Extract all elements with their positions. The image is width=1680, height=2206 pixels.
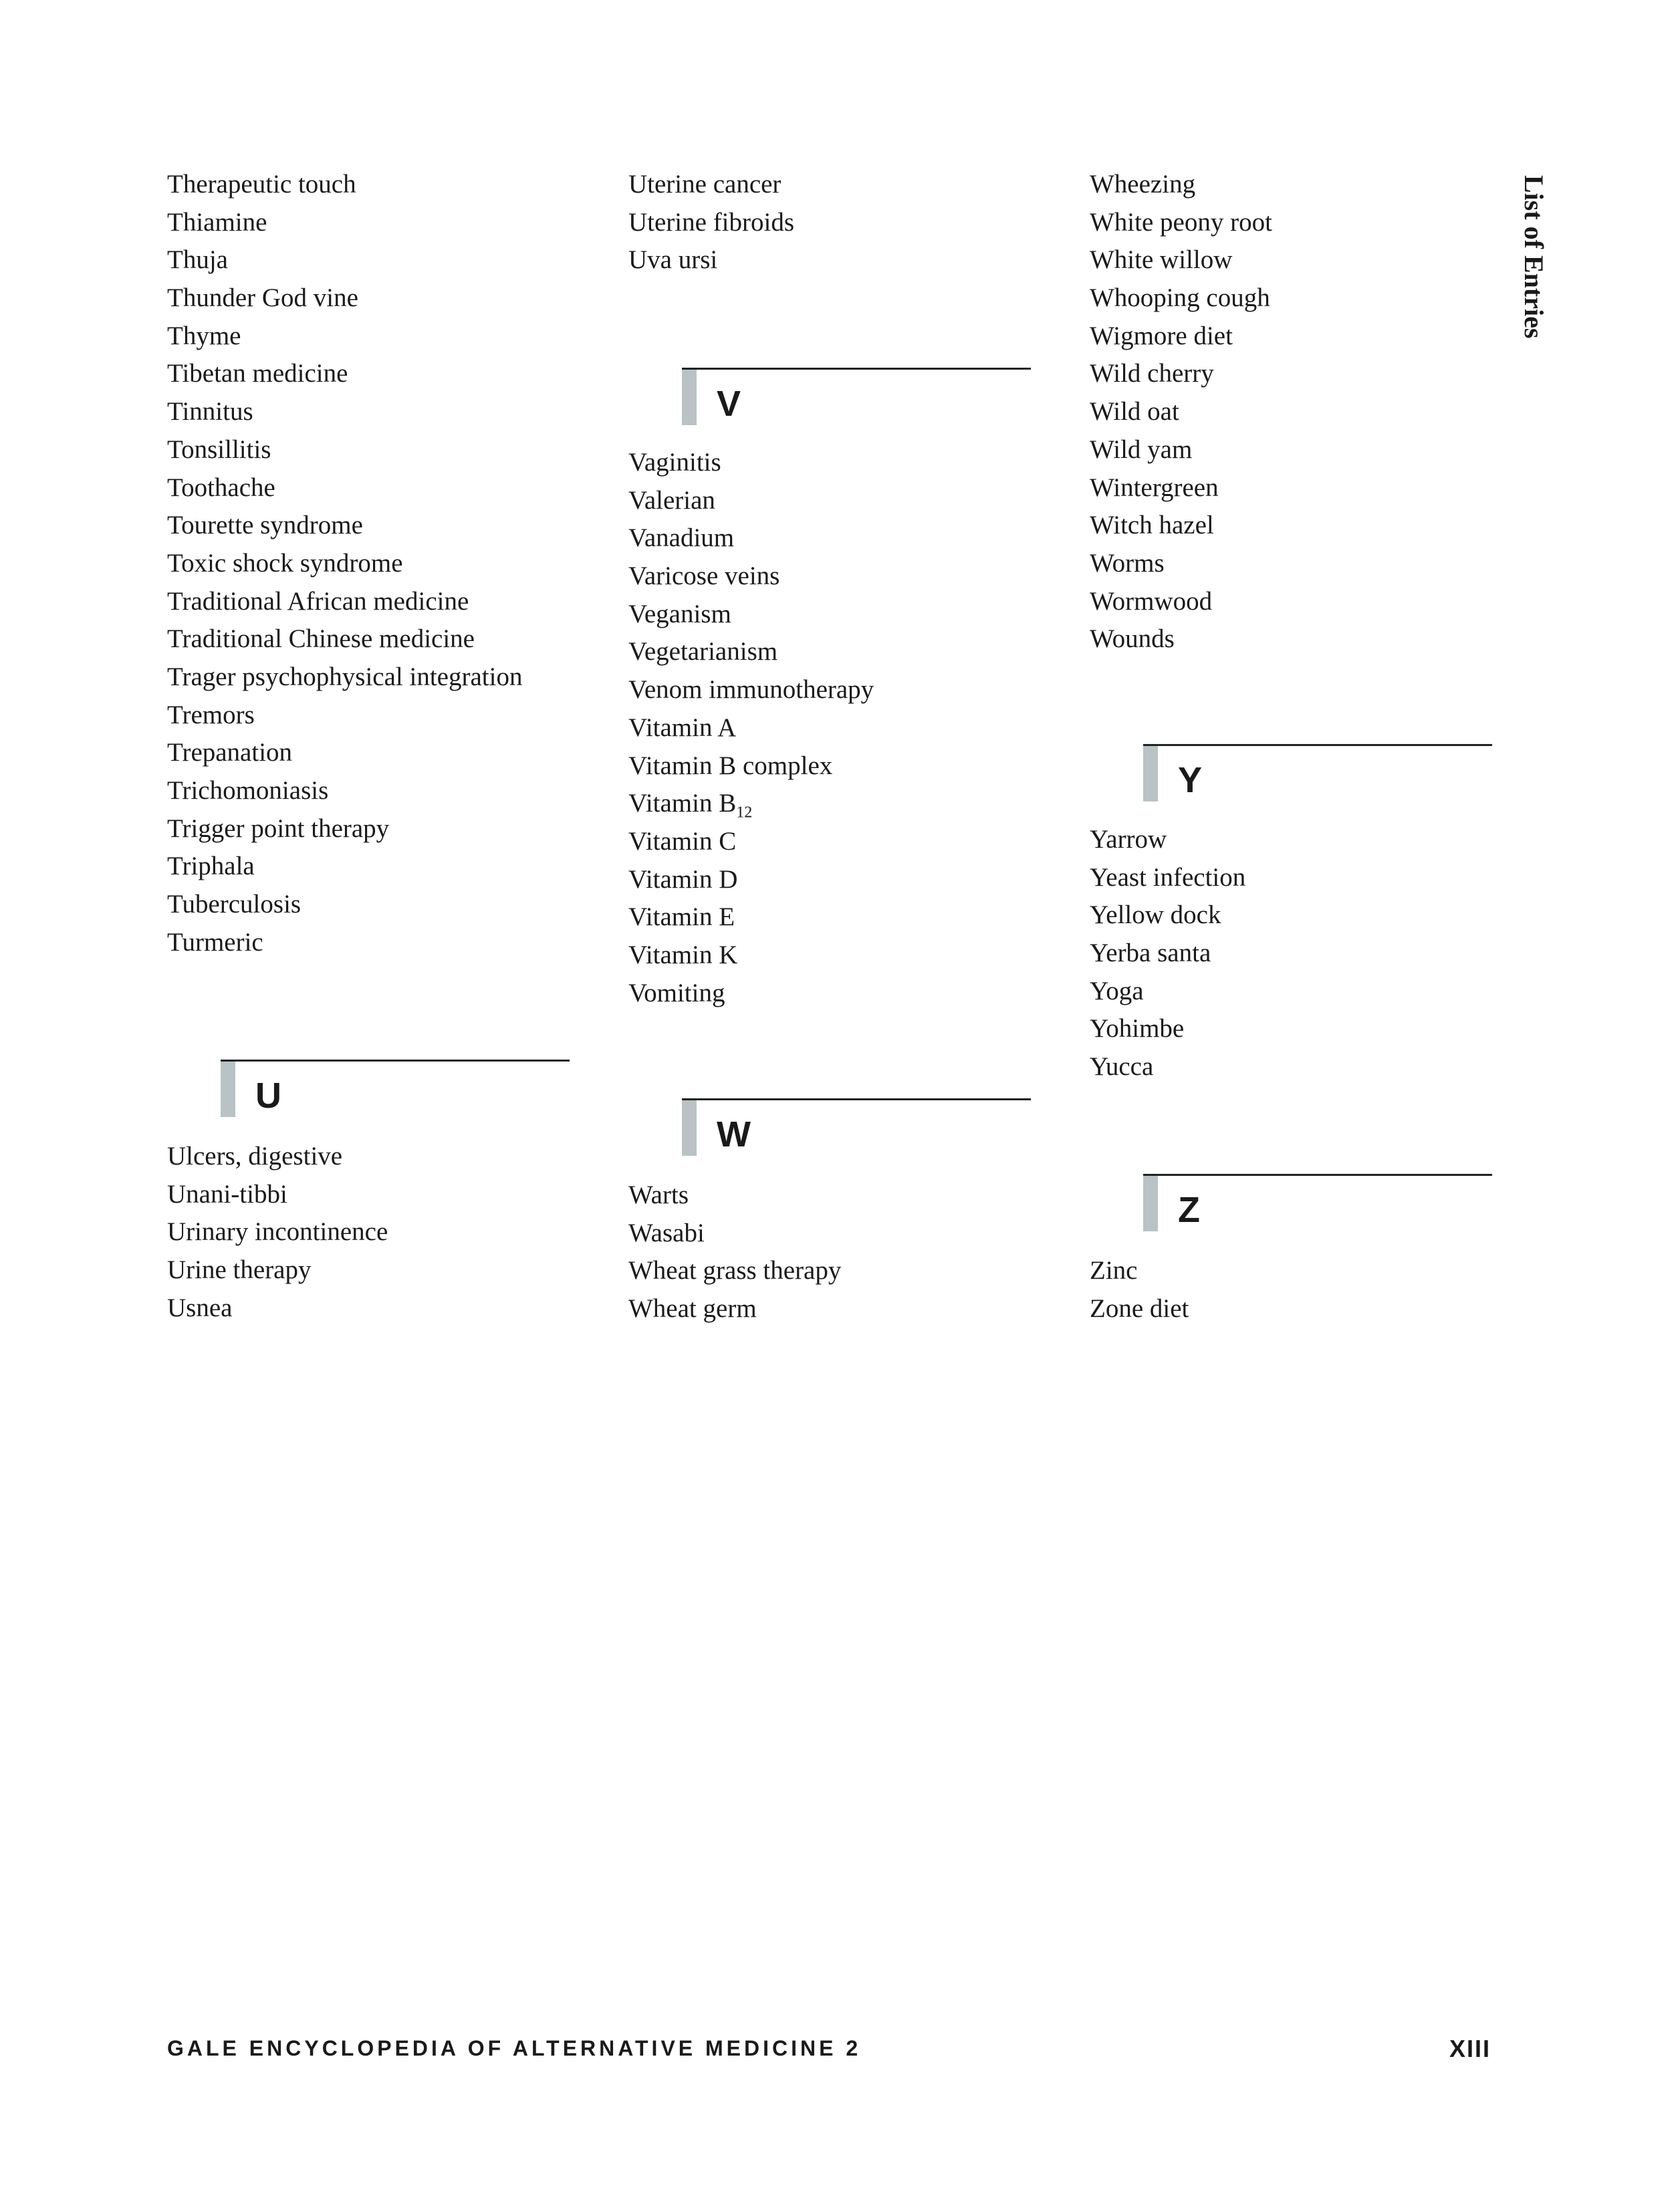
entry-item: Unani-tibbi <box>167 1179 287 1209</box>
entry-item: Usnea <box>167 1293 233 1322</box>
section-header-v <box>682 368 1031 425</box>
section-tab <box>221 1062 235 1117</box>
entry-item: Traditional African medicine <box>167 586 469 616</box>
entry-item: Wheat grass therapy <box>628 1256 842 1285</box>
entry-item: Varicose veins <box>628 562 780 591</box>
entry-item: Tuberculosis <box>167 890 302 919</box>
entry-item: Vanadium <box>628 523 735 553</box>
section-tab <box>682 370 697 425</box>
entry-list <box>167 1138 388 1327</box>
section-rule <box>682 368 1031 370</box>
entry-item: Toothache <box>167 473 275 502</box>
entry-item: White peony root <box>1090 207 1272 237</box>
entry-list <box>628 1177 841 1328</box>
entry-list <box>1090 1252 1189 1328</box>
entry-item <box>628 785 874 823</box>
entry-item: Toxic shock syndrome <box>167 548 403 578</box>
entry-item: Wild yam <box>1090 435 1193 464</box>
entry-item: Wasabi <box>628 1218 705 1247</box>
entry-item: Trepanation <box>167 738 293 767</box>
entry-item: Thuja <box>167 245 228 275</box>
entry-item: Warts <box>628 1181 689 1209</box>
entry-subscript: 12 <box>736 804 753 822</box>
section-header-u <box>221 1060 570 1117</box>
entry-item: Zinc <box>1090 1256 1138 1285</box>
entry-item: Vitamin A <box>628 713 737 742</box>
section-rule <box>1143 1174 1492 1176</box>
entry-item: Thunder God vine <box>167 283 358 313</box>
section-letter: W <box>717 1114 751 1154</box>
entry-item: Venom immunotherapy <box>628 675 874 705</box>
entry-item: Wheezing <box>1090 170 1196 199</box>
entry-item: Ulcers, digestive <box>167 1142 343 1171</box>
section-tab <box>682 1100 697 1156</box>
entry-item: Worms <box>1090 548 1165 578</box>
section-letter: Y <box>1178 760 1203 800</box>
entry-item: Urine therapy <box>167 1255 312 1285</box>
entry-item: Wild oat <box>1090 397 1179 426</box>
section-letter: Z <box>1178 1190 1200 1230</box>
section-rule <box>682 1098 1031 1100</box>
section-header-y <box>1143 744 1492 802</box>
entry-item: Yarrow <box>1090 825 1167 854</box>
section-header-w <box>682 1098 1031 1156</box>
entry-item: Vomiting <box>628 978 725 1007</box>
entry-list <box>1090 821 1245 1086</box>
entry-item: Thyme <box>167 321 241 350</box>
entry-item: Yeast infection <box>1090 862 1246 892</box>
entry-item: Tibetan medicine <box>167 359 348 388</box>
entry-text: Vitamin B <box>628 789 737 818</box>
entry-item: Wounds <box>1090 624 1175 654</box>
side-running-head: List of Entries <box>1519 175 1549 339</box>
section-header-z <box>1143 1174 1492 1231</box>
entry-item: Traditional Chinese medicine <box>167 624 475 654</box>
entry-item: Trager psychophysical integration <box>167 662 523 691</box>
section-letter: U <box>255 1076 281 1116</box>
entry-item: Triphala <box>167 852 255 881</box>
entry-item: Zone diet <box>1090 1294 1189 1323</box>
entry-item: Veganism <box>628 599 731 628</box>
entry-list <box>167 166 522 961</box>
entry-item: Yohimbe <box>1090 1014 1185 1044</box>
entry-item: Uva ursi <box>628 245 718 275</box>
entry-item: Trichomoniasis <box>167 776 329 805</box>
entry-item: Turmeric <box>167 927 263 957</box>
entry-item: Uterine fibroids <box>628 207 795 237</box>
entry-item: Tourette syndrome <box>167 511 363 540</box>
section-letter: V <box>717 384 741 424</box>
entry-item: Wintergreen <box>1090 473 1219 502</box>
entry-item: Urinary incontinence <box>167 1217 388 1247</box>
entry-item: Yellow dock <box>1090 900 1221 930</box>
entry-item: Valerian <box>628 485 715 515</box>
entry-item: Therapeutic touch <box>167 170 356 199</box>
entry-item: Whooping cough <box>1090 283 1270 313</box>
entry-item: Yucca <box>1090 1052 1154 1082</box>
entry-item: Vitamin K <box>628 940 738 969</box>
entry-item: Tinnitus <box>167 397 253 426</box>
entry-item: Vitamin D <box>628 864 738 894</box>
section-rule <box>1143 744 1492 746</box>
entry-item: Yoga <box>1090 976 1144 1005</box>
entry-item: Witch hazel <box>1090 511 1214 540</box>
entry-list <box>1090 166 1272 658</box>
entry-item: Thiamine <box>167 207 267 237</box>
footer-title: GALE ENCYCLOPEDIA OF ALTERNATIVE MEDICINE 2 <box>167 2036 862 2060</box>
section-tab <box>1143 746 1158 802</box>
entry-item: Tremors <box>167 700 255 729</box>
entry-item: Vitamin E <box>628 902 735 932</box>
entry-item: Vegetarianism <box>628 637 778 666</box>
entry-item: Wheat germ <box>628 1294 757 1324</box>
entry-item: Vitamin C <box>628 826 737 856</box>
entry-list <box>628 444 874 1012</box>
entry-item: Uterine cancer <box>628 170 782 199</box>
entry-item: Trigger point therapy <box>167 814 390 843</box>
section-rule <box>221 1060 570 1062</box>
entry-item: Wormwood <box>1090 586 1213 616</box>
entry-list <box>628 166 794 279</box>
entry-item: Yerba santa <box>1090 939 1211 968</box>
entry-item: Tonsillitis <box>167 435 271 464</box>
entry-item: Vitamin B complex <box>628 751 833 780</box>
page-number: XIII <box>1449 2035 1491 2062</box>
entry-item: White willow <box>1090 245 1233 275</box>
entry-item: Vaginitis <box>628 448 721 477</box>
section-tab <box>1143 1176 1158 1231</box>
entry-item: Wild cherry <box>1090 359 1214 388</box>
entry-item: Wigmore diet <box>1090 321 1233 350</box>
